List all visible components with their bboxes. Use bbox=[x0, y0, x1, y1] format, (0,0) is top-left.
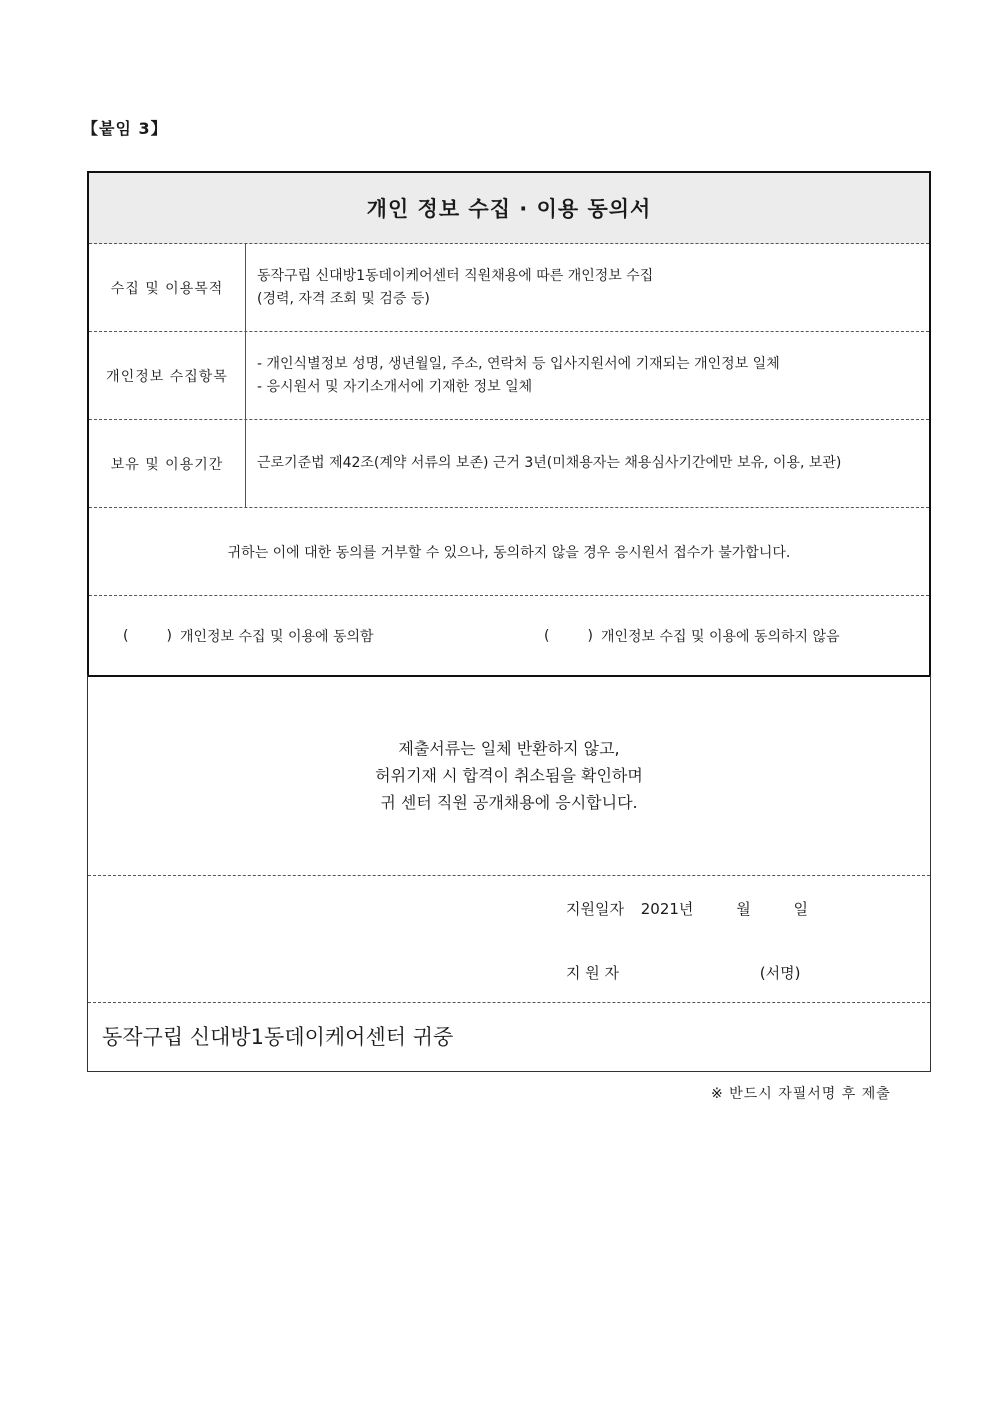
consent-title: 개인 정보 수집 · 이용 동의서 bbox=[89, 173, 929, 244]
declaration-line: 제출서류는 일체 반환하지 않고, bbox=[398, 738, 620, 758]
retention-value bbox=[257, 420, 921, 507]
disagree-checkbox-open[interactable]: ( bbox=[544, 627, 550, 644]
date-day[interactable]: 일 bbox=[793, 900, 808, 918]
items-line: - 개인식별정보 성명, 생년월일, 주소, 연락처 등 입사지원서에 기재되는 개인정보 일체 bbox=[257, 355, 780, 372]
agree-checkbox-open[interactable]: ( bbox=[123, 627, 129, 644]
declaration-text bbox=[88, 675, 930, 876]
items-value bbox=[257, 332, 921, 419]
disagree-label: 개인정보 수집 및 이용에 동의하지 않음 bbox=[600, 628, 840, 645]
purpose-row bbox=[89, 244, 929, 332]
agree-option[interactable] bbox=[123, 596, 374, 675]
choice-row bbox=[89, 596, 929, 675]
signature-field[interactable]: (서명) bbox=[759, 964, 801, 982]
purpose-line: 동작구립 신대방1동데이케어센터 직원채용에 따른 개인정보 수집 bbox=[257, 267, 654, 284]
declaration-line: 허위기재 시 합격이 취소됨을 확인하며 bbox=[375, 765, 643, 785]
application-date-line bbox=[566, 898, 808, 919]
declaration-line: 귀 센터 직원 공개채용에 응시합니다. bbox=[380, 792, 638, 812]
applicant-line bbox=[566, 962, 800, 983]
disagree-option[interactable] bbox=[544, 596, 840, 675]
date-month[interactable]: 월 bbox=[736, 900, 751, 918]
attachment-label: 【붙임 3】 bbox=[82, 119, 168, 138]
items-label: 개인정보 수집항목 bbox=[89, 332, 246, 419]
notice-row bbox=[89, 508, 929, 596]
signature-area bbox=[88, 876, 930, 1003]
addressee: 동작구립 신대방1동데이케어센터 귀중 bbox=[102, 1025, 454, 1049]
refusal-notice: 귀하는 이에 대한 동의를 거부할 수 있으나, 동의하지 않을 경우 응시원서 접수가 불가합니다. bbox=[227, 544, 791, 561]
retention-label: 보유 및 이용기간 bbox=[89, 420, 246, 507]
items-line: - 응시원서 및 자기소개서에 기재한 정보 일체 bbox=[257, 378, 533, 395]
retention-line: 근로기준법 제42조(계약 서류의 보존) 근거 3년(미채용자는 채용심사기간에만 보유, 이용, 보관) bbox=[257, 455, 842, 471]
purpose-line: (경력, 자격 조회 및 검증 등) bbox=[257, 290, 430, 307]
retention-row bbox=[89, 420, 929, 508]
footnote: ※ 반드시 자필서명 후 제출 bbox=[711, 1086, 891, 1102]
purpose-value bbox=[257, 244, 921, 331]
consent-form bbox=[87, 171, 931, 677]
purpose-label: 수집 및 이용목적 bbox=[89, 244, 246, 331]
date-year[interactable]: 2021년 bbox=[640, 900, 694, 918]
items-row bbox=[89, 332, 929, 420]
agree-label: 개인정보 수집 및 이용에 동의함 bbox=[179, 628, 374, 645]
declaration-box bbox=[87, 675, 931, 1072]
applicant-label: 지 원 자 bbox=[566, 964, 620, 982]
disagree-checkbox-close[interactable]: ) bbox=[587, 627, 593, 644]
agree-checkbox-close[interactable]: ) bbox=[166, 627, 172, 644]
date-label: 지원일자 bbox=[566, 900, 624, 918]
